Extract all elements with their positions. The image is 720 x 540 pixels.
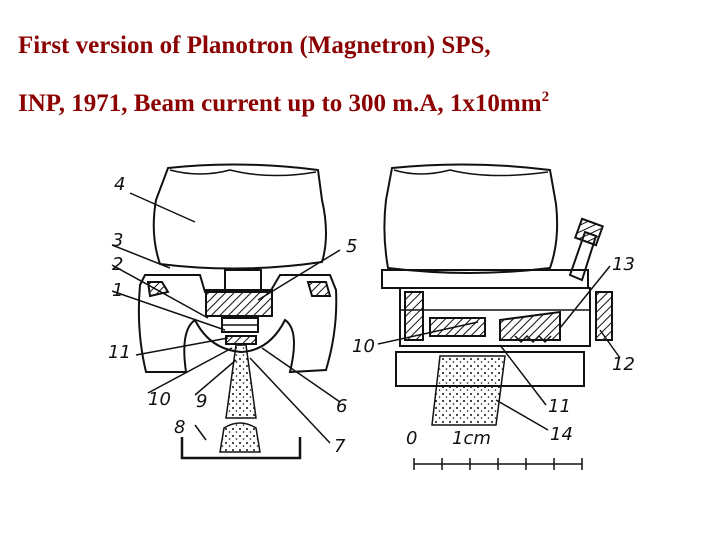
collector-blob (220, 423, 260, 452)
label-2: 2 (112, 254, 124, 275)
chamber-wall-left (405, 292, 423, 340)
scale-1cm: 1cm (452, 428, 491, 449)
beam-right (432, 356, 505, 425)
beam-cone (226, 345, 256, 418)
scale-zero: 0 (406, 428, 418, 449)
title-superscript: 2 (541, 89, 550, 105)
label-7: 7 (334, 436, 346, 457)
label-11: 11 (108, 342, 131, 363)
label-9: 9 (196, 391, 208, 412)
feedthrough-cap (575, 219, 603, 245)
right-view (378, 164, 620, 470)
anode-wedge (500, 312, 560, 340)
label-8: 8 (174, 417, 186, 438)
chamber-wall-right (596, 292, 612, 340)
cathode-hatched (206, 290, 272, 316)
magnet-block (154, 164, 326, 268)
label-14: 14 (550, 424, 573, 445)
label-10-right: 10 (352, 336, 375, 357)
title-line-2-text: INP, 1971, Beam current up to 300 m.A, 1x10mm (18, 90, 542, 117)
right-flange (308, 282, 330, 296)
label-3: 3 (112, 230, 124, 251)
planotron-diagram (84, 150, 644, 480)
label-10: 10 (148, 389, 171, 410)
left-view (112, 164, 340, 458)
label-13: 13 (612, 254, 635, 275)
magnet-stem (225, 270, 261, 292)
scale-bar (414, 458, 582, 470)
chamber (400, 288, 590, 346)
label-11-right: 11 (548, 396, 571, 417)
label-6: 6 (336, 396, 348, 417)
magnet-torn-edge (170, 170, 316, 176)
label-1: 1 (112, 280, 124, 301)
slide-title-line-2 (18, 89, 549, 118)
label-12: 12 (612, 354, 635, 375)
label-4: 4 (114, 174, 126, 195)
magnet-block-right (384, 164, 557, 273)
anode-slot (226, 336, 256, 344)
label-5: 5 (346, 236, 358, 257)
slide-title-line-1: First version of Planotron (Magnetron) SPS, (18, 32, 491, 59)
